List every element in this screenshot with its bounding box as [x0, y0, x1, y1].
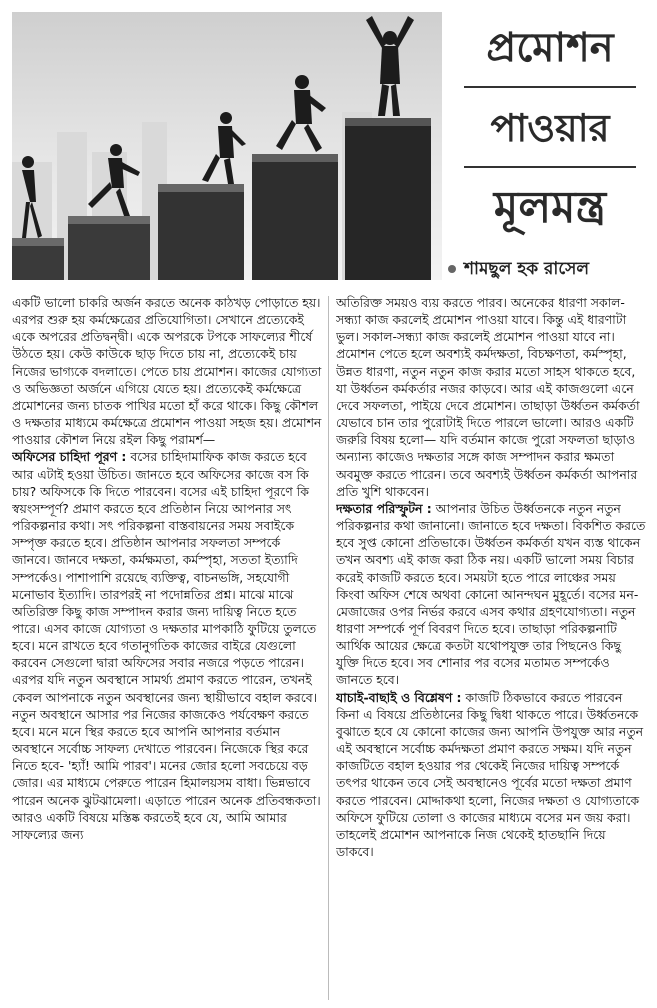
headline-divider [464, 86, 636, 88]
right-column [336, 294, 646, 1002]
headline-line-3: মূলমন্ত্র [493, 182, 607, 233]
continuation-paragraph: অতিরিক্ত সময়ও ব্যয় করতে পারব। অনেকের ধারণা সকাল-সন্ধ্যা কাজ করলেই প্রমোশন পাওয়া যাবে। কিন্তু এই ধারণাটা ভুল। সকাল-সন্ধ্যা কাজ করলেই প্রমোশন পাওয়া যাবে না। প্রমোশন পেতে হলে অবশ্যই কর্মদক্ষতা, বিচক্ষণতা, কর্মস্পৃহা, উন্নত ধারণা, নতুন নতুন কাজ করার মতো সাহস থাকতে হবে, যা উর্ধ্বতন কর্মকর্তার নজর কাড়বে। আর এই কাজগুলো এনে দেবে সফলতা, পাইয়ে দেবে প্রমোশন। তাছাড়া উর্ধ্বতন কর্মকর্তা যেভাবে চান তার পুরোটাই দিতে পারলে ভালো। আরও একটি জরুরি বিষয় হলো— যদি বর্তমান কাজে পুরো সফলতা ছাড়াও অন্যান্য কাজেও দক্ষতার সঙ্গে কাজ সম্পাদন করার ক্ষমতা অবমুক্ত করতে পারেন। তবে অবশ্যই উর্ধ্বতন কর্মকর্তা আপনার প্রতি খুশি থাকবেন। [336, 295, 640, 499]
section-body: আপনার উচিত উর্ধ্বতনকে নতুন নতুন পরিকল্পনার কথা জানানো। জানাতে হবে দক্ষতা। বিকশিত করতে হবে সুপ্ত কোনো প্রতিভাকে। উর্ধ্বতন কর্মকর্তা যখন ব্যস্ত থাকেন তখন অবশ্য এই কাজ করা ঠিক নয়। একটি ভালো সময় বিচার করেই কাজটি করতে হবে। সময়টা হতে পারে লাঞ্চের সময় কিংবা অফিস শেষে অথবা কোনো আনন্দঘন মুহূর্তে। বসের মন-মেজাজের ওপর নির্ভর করবে এসব কথার গ্রহণযোগ্যতা। নতুন ধারণা সম্পর্কে পূর্ণ বিবরণ দিতে হবে। তাছাড়া পরিকল্পনাটি আর্থিক আয়ের ক্ষেত্রে কতটা যথোপযুক্ত তার পিছনেও কিছু যুক্তি দিতে হবে। সব শোনার পর বসের মতামত সম্পর্কেও জানতে হবে। [336, 500, 646, 688]
intro-paragraph: একটি ভালো চাকরি অর্জন করতে অনেক কাঠখড় পোড়াতে হয়। এরপর শুরু হয় কর্মক্ষেত্রের প্রতিযোগিতা। সেখানে প্রত্যেকেই একে অপরের প্রতিদ্বন্দ্বী। একে অপরকে টপকে সাফল্যের শীর্ষে উঠতে হয়। কেউ কাউকে ছাড় দিতে চায় না, প্রত্যেকেই চায় নিজের ভাগ্যকে বদলাতে। পেতে চায় প্রমোশন। কাজের যোগ্যতা ও অভিজ্ঞতা অর্জনে এগিয়ে যেতে হয়। প্রত্যেকেই কর্মক্ষেত্রে প্রমোশনের জন্য চাতক পাখির মতো হাঁ করে থাকে। কিছু কৌশল ও দক্ষতার মাধ্যমে কর্মক্ষেত্রে প্রমোশন পাওয়া সহজ হয়। প্রমোশন পাওয়ার কৌশল নিয়ে রইল কিছু পরামর্শ— [12, 295, 322, 448]
section-body: কাজটি ঠিকভাবে করতে পারবেন কিনা এ বিষয়ে প্রতিষ্ঠানের কিছু দ্বিধা থাকতে পারে। উর্ধ্বতনকে বুঝাতে হবে যে কোনো কাজের জন্য আপনি উপযুক্ত আর নতুন এই অবস্থানে সর্বোচ্চ কর্মদক্ষতা প্রমাণ করতে সক্ষম। যদি নতুন কাজটিতে বহাল হওয়ার পর থেকেই নিজের দায়িত্ব সম্পর্কে তৎপর থাকেন তবে সেই অবস্থানেও পূর্বের মতো দক্ষতা প্রমাণ করতে পারবেন। মোদ্দাকথা হলো, নিজের দক্ষতা ও যোগ্যতাকে অফিসে ফুটিয়ে তোলা ও কাজের মাধ্যমে বসের মন জয় করা। তাহলেই প্রমোশন আপনাকে নিজ থেকেই হাতছানি দিয়ে ডাকবে। [336, 689, 644, 859]
section-body: বসের চাহিদামাফিক কাজ করতে হবে আর এটাই হওয়া উচিত। জানতে হবে অফিসের কাজে বস কি চায়? অফিসকে কি দিতে পারবেন। বসের এই চাহিদা পূরণে কি স্বয়ংসম্পূর্ণ? প্রমাণ করতে হবে প্রতিষ্ঠান নিয়ে আপনার সৎ পরিকল্পনার কথা। সৎ পরিকল্পনা বাস্তবায়নের সময় সবাইকে সম্পৃক্ত করতে হবে। প্রতিষ্ঠান আপনার সফলতা সম্পর্কে জানবে। জানবে দক্ষতা, কর্মক্ষমতা, কর্মস্পৃহা, সততা ইত্যাদি সম্পর্কেও। পাশাপাশি রয়েছে ব্যক্তিত্ব, বাচনভঙ্গি, সহযোগী মনোভাব ইত্যাদি। তারপরই না পদোন্নতির প্রশ্ন। মাঝে মাঝে অতিরিক্ত কিছু কাজ সম্পাদন করার জন্য দায়িত্ব নিতে হতে পারে। এসব কাজে যোগ্যতা ও দক্ষতার মাপকাঠি ফুটিয়ে তুলতে হবে। মনে রাখতে হবে গতানুগতিক কাজের বাইরে যেগুলো করবেন সেগুলো দ্বারা অফিসের সবার নজরে পড়তে পারেন। এরপর যদি নতুন অবস্থানে সামর্থ্য প্রমাণ করতে পারেন, তখনই কেবল আপনাকে নতুন অবস্থানের জন্য স্থায়ীভাবে বহাল করবে। নতুন অবস্থানে আসার পর নিজের কাজকেও পর্যবেক্ষণ করতে হবে। মনে মনে স্থির করতে হবে আপনি আপনার বর্তমান অবস্থানে সর্বোচ্চ সাফল্য দেখাতে পারবেন। নিজেকে স্থির করে নিতে হবে- 'হ্যাঁ! আমি পারব'। মনের জোর হলো সবচেয়ে বড় জোর। এর মাধ্যমে পেরুতে পারেন হিমালয়সম বাধা। ভিন্নভাবে পারেন অনেক ঝুটঝামেলা। এড়াতে পারেন অনেক প্রতিবন্ধকতা। আরও একটি বিষয়ে মস্তিষ্ক করতেই হবে যে, আমি আমার সাফল্যের জন্য [12, 449, 321, 842]
bullet-icon [448, 265, 456, 273]
headline [450, 14, 650, 242]
byline [448, 256, 589, 284]
author-name: শামছুল হক রাসেল [464, 259, 590, 279]
section-paragraph [336, 689, 646, 861]
headline-line-2: পাওয়ার [490, 105, 610, 150]
section-heading: যাচাই-বাছাই ও বিশ্লেষণ : [336, 689, 462, 705]
headline-divider [464, 166, 636, 168]
section-paragraph [12, 448, 322, 843]
column-divider [328, 296, 329, 1000]
section-paragraph [336, 500, 646, 689]
section-heading: দক্ষতার পরিস্ফুটন : [336, 500, 432, 516]
left-column [12, 294, 322, 1002]
hero-image [12, 12, 442, 280]
staircase-success-illustration [12, 12, 442, 280]
section-heading: অফিসের চাহিদা পূরণ : [12, 449, 127, 465]
headline-line-1: প্রমোশন [486, 24, 614, 71]
